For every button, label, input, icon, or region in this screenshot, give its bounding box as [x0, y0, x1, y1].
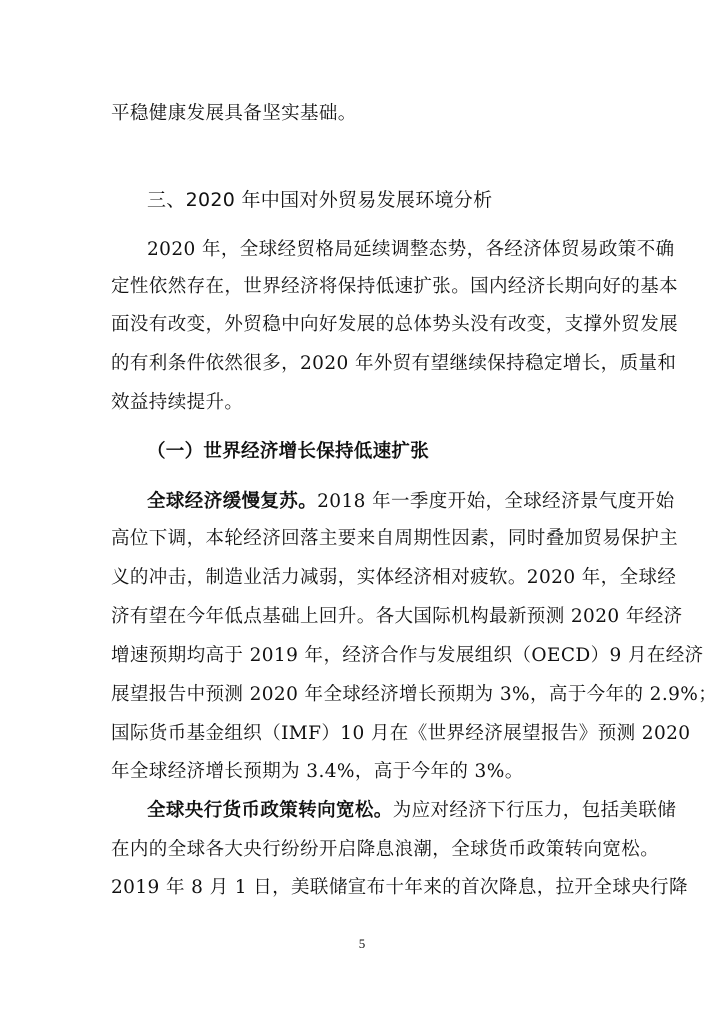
subsection-heading: （一）世界经济增长保持低速扩张 — [147, 441, 430, 462]
paragraph-line: 义的冲击，制造业活力减弱，实体经济相对疲软。2020 年，全球经 — [111, 567, 677, 588]
paragraph-lead: 全球央行货币政策转向宽松。 — [147, 800, 393, 821]
paragraph-text: 为应对经济下行压力，包括美联储 — [392, 800, 677, 821]
page-number: 5 — [358, 936, 366, 951]
paragraph-line: 年全球经济增长预期为 3.4%，高于今年的 3%。 — [111, 761, 524, 782]
paragraph-line: 在内的全球各大央行纷纷开启降息浪潮，全球货币政策转向宽松。 — [111, 839, 660, 860]
paragraph-line: 增速预期均高于 2019 年，经济合作与发展组织（OECD）9 月在经济 — [111, 645, 704, 666]
paragraph-lead: 全球经济缓慢复苏。 — [147, 491, 318, 512]
paragraph-line: 效益持续提升。 — [111, 392, 244, 413]
paragraph-line: 高位下调，本轮经济回落主要来自周期性因素，同时叠加贸易保护主 — [111, 528, 679, 549]
paragraph-line: 2019 年 8 月 1 日，美联储宣布十年来的首次降息，拉开全球央行降 — [111, 877, 688, 898]
text-line: 平稳健康发展具备坚实基础。 — [111, 103, 357, 124]
paragraph-line: 济有望在今年低点基础上回升。各大国际机构最新预测 2020 年经济 — [111, 606, 683, 627]
paragraph-line: 的有利条件依然很多，2020 年外贸有望继续保持稳定增长，质量和 — [111, 353, 677, 374]
paragraph-line — [147, 799, 677, 823]
paragraph-line: 展望报告中预测 2020 年全球经济增长预期为 3%，高于今年的 2.9%； — [111, 684, 718, 705]
paragraph-line: 定性依然存在，世界经济将保持低速扩张。国内经济长期向好的基本 — [111, 276, 679, 297]
paragraph-text: 2018 年一季度开始，全球经济景气度开始 — [317, 491, 675, 512]
section-heading: 三、2020 年中国对外贸易发展环境分析 — [147, 189, 493, 211]
paragraph-line: 2020 年，全球经贸格局延续调整态势，各经济体贸易政策不确 — [147, 239, 675, 260]
paragraph-line: 国际货币基金组织（IMF）10 月在《世界经济展望报告》预测 2020 — [111, 723, 691, 744]
paragraph-line — [147, 490, 675, 514]
paragraph-line: 面没有改变，外贸稳中向好发展的总体势头没有改变，支撑外贸发展 — [111, 314, 679, 335]
